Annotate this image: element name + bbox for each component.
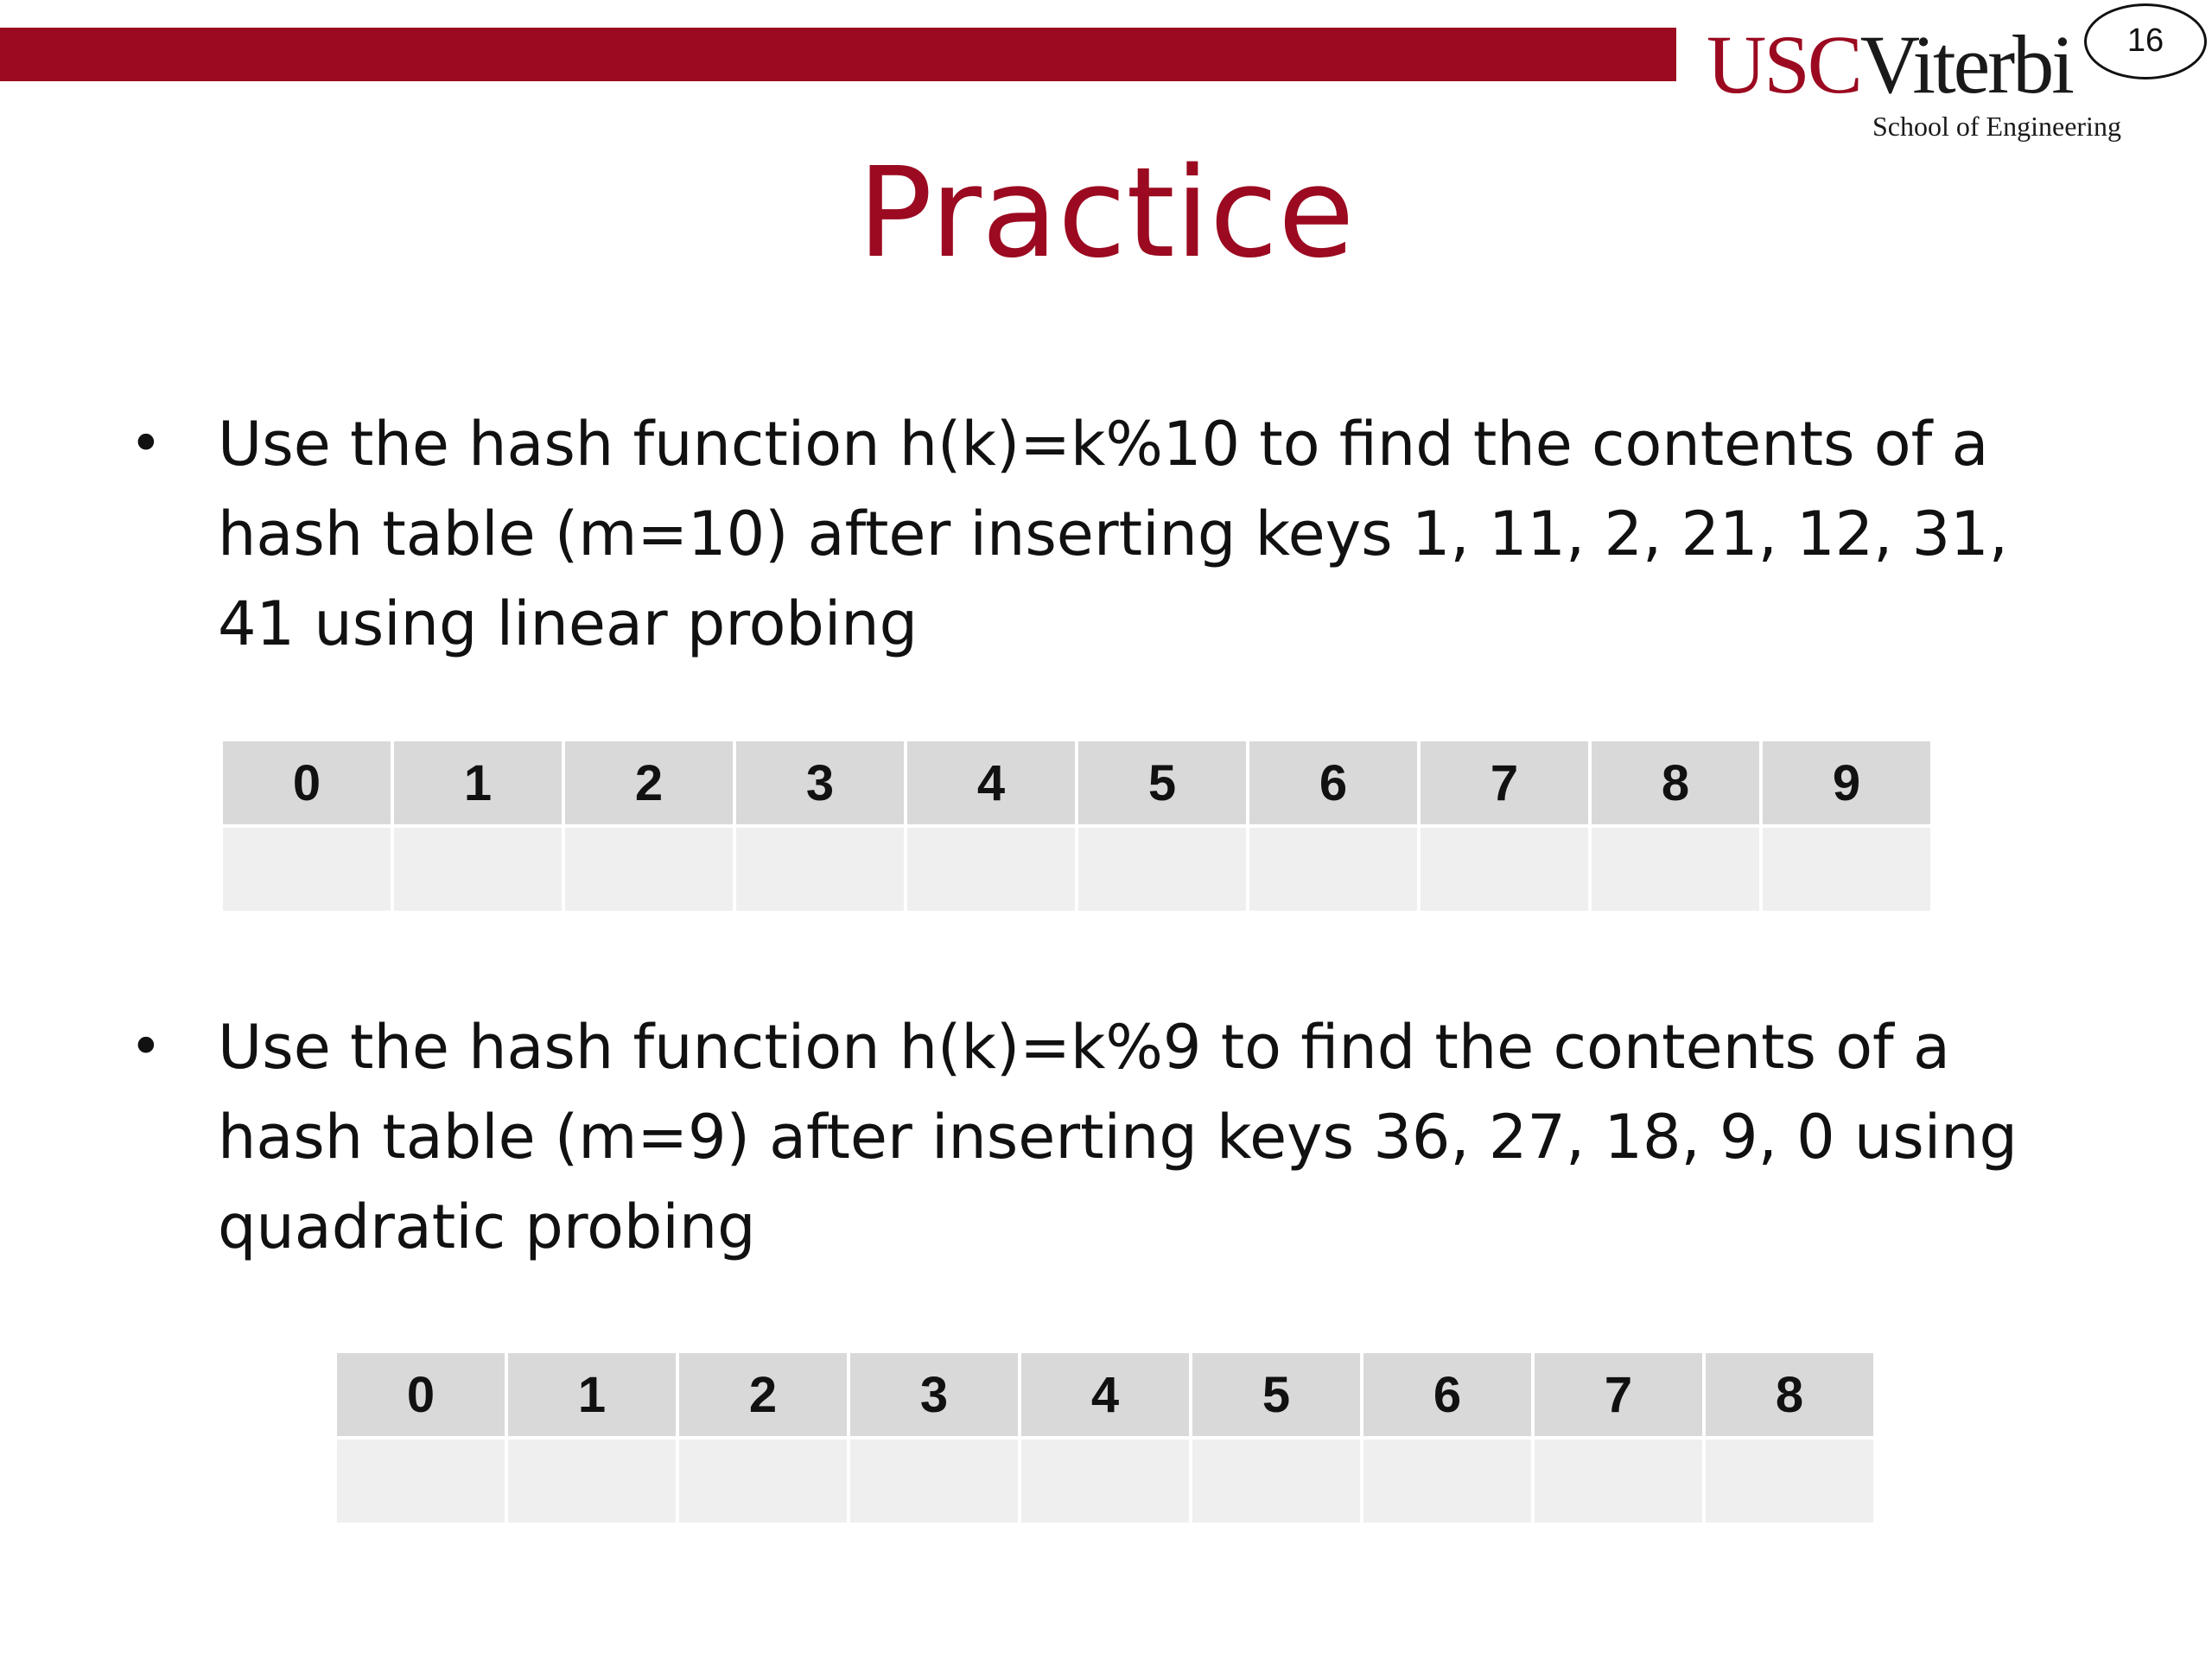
bullet-text: Use the hash function h(k)=k%9 to find the contents of a hash table (m=9) after inserting keys 36, 27, 18, 9, 0 using quadratic probing xyxy=(218,1012,2018,1262)
table-index-row xyxy=(337,1353,1873,1436)
table-index-cell: 5 xyxy=(1192,1353,1360,1436)
table-value-cell xyxy=(1078,828,1246,911)
table-index-cell: 9 xyxy=(1763,741,1930,824)
table-value-cell xyxy=(223,828,391,911)
table-index-cell: 8 xyxy=(1592,741,1759,824)
slide-title: Practice xyxy=(857,140,1355,285)
table-value-cell xyxy=(565,828,733,911)
bullet-item-1 xyxy=(130,399,2100,669)
table-index-row xyxy=(223,741,1930,824)
table-value-cell xyxy=(907,828,1075,911)
slide-number: 16 xyxy=(2084,3,2207,79)
table-value-row xyxy=(337,1440,1873,1522)
table-value-cell xyxy=(679,1440,847,1522)
header-bar xyxy=(0,28,1676,81)
bullet-marker: • xyxy=(130,412,162,476)
table-value-cell xyxy=(1706,1440,1873,1522)
table-value-cell xyxy=(1021,1440,1189,1522)
bullet-marker: • xyxy=(130,1015,162,1079)
bullet-item-2 xyxy=(130,1002,2100,1272)
table-value-cell xyxy=(1763,828,1930,911)
table-index-cell: 1 xyxy=(508,1353,676,1436)
table-value-cell xyxy=(736,828,904,911)
table-index-cell: 7 xyxy=(1421,741,1588,824)
table-index-cell: 3 xyxy=(736,741,904,824)
table-value-cell xyxy=(1249,828,1417,911)
table-value-cell xyxy=(337,1440,505,1522)
table-index-cell: 1 xyxy=(394,741,562,824)
table-index-cell: 2 xyxy=(565,741,733,824)
table-index-cell: 4 xyxy=(1021,1353,1189,1436)
logo-wordmark xyxy=(1707,17,2072,112)
table-value-cell xyxy=(394,828,562,911)
table-value-cell xyxy=(1535,1440,1702,1522)
table-index-cell: 0 xyxy=(337,1353,505,1436)
table-index-cell: 6 xyxy=(1363,1353,1531,1436)
table-value-cell xyxy=(1363,1440,1531,1522)
table-index-cell: 4 xyxy=(907,741,1075,824)
table-value-cell xyxy=(508,1440,676,1522)
table-index-cell: 0 xyxy=(223,741,391,824)
table-index-cell: 5 xyxy=(1078,741,1246,824)
table-value-cell xyxy=(1192,1440,1360,1522)
hash-table-quadratic xyxy=(334,1350,1877,1526)
logo-viterbi-text: Viterbi xyxy=(1859,18,2072,111)
table-index-cell: 3 xyxy=(850,1353,1018,1436)
table-index-cell: 2 xyxy=(679,1353,847,1436)
table-value-row xyxy=(223,828,1930,911)
table-value-cell xyxy=(1421,828,1588,911)
table-index-cell: 7 xyxy=(1535,1353,1702,1436)
bullet-text: Use the hash function h(k)=k%10 to find the contents of a hash table (m=10) after inserting keys 1, 11, 2, 21, 12, 31, 41 using linear probing xyxy=(218,409,2008,659)
table-index-cell: 8 xyxy=(1706,1353,1873,1436)
usc-viterbi-logo xyxy=(1707,17,2121,147)
hash-table-linear xyxy=(219,738,1934,914)
table-value-cell xyxy=(1592,828,1759,911)
table-index-cell: 6 xyxy=(1249,741,1417,824)
logo-subtitle: School of Engineering xyxy=(1872,111,2121,142)
table-value-cell xyxy=(850,1440,1018,1522)
logo-usc-text: USC xyxy=(1707,18,1860,111)
